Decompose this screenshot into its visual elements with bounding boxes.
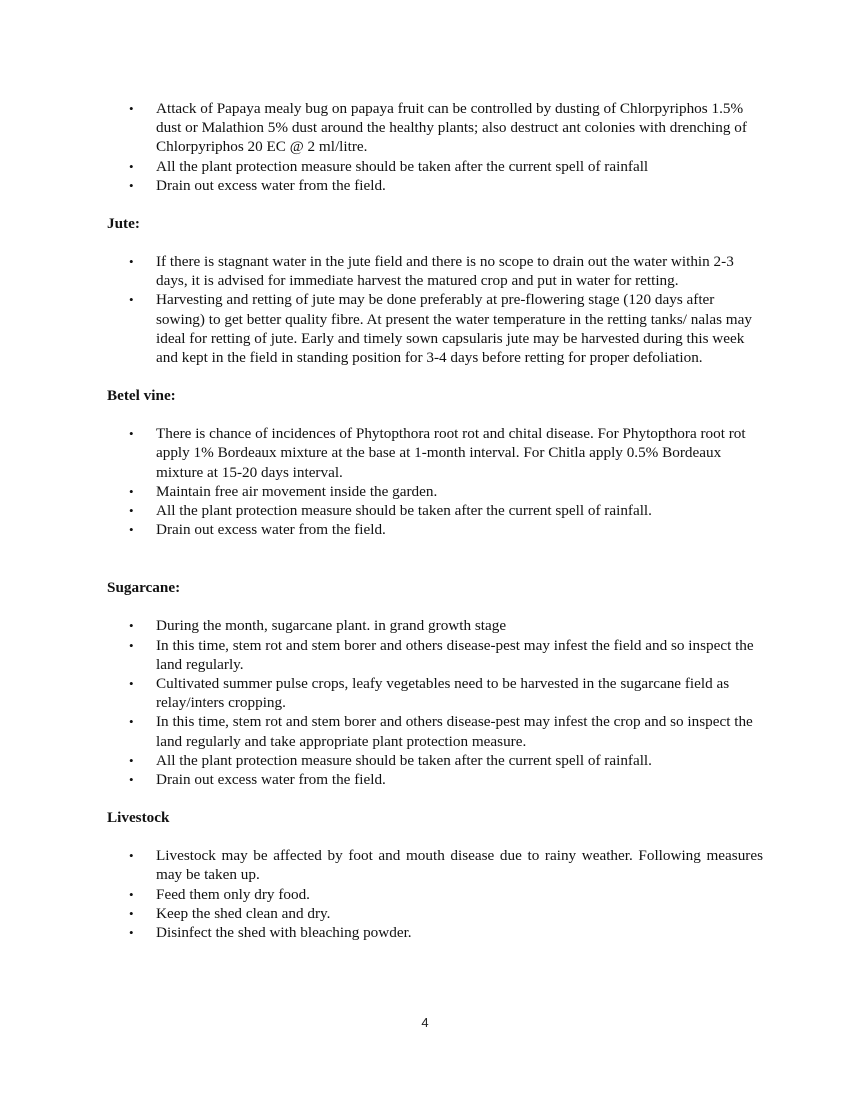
list-item-text: Livestock may be affected by foot and mouth disease due to rainy weather. Following measures may be taken up. — [156, 847, 763, 884]
list-item — [129, 616, 763, 635]
betel-vine-heading: Betel vine: — [107, 387, 176, 405]
list-item-text: Harvesting and retting of jute may be done preferably at pre-flowering stage (120 days after sowing) to get better quality fibre. At present the water temperature in the retting tanks/ nalas may ideal for retting of jute. Early and timely sown capsularis jute may be harvested during this week and kept in the field in standing position for 3-4 days before retting for proper defoliation. — [156, 291, 752, 367]
bullet-icon: • — [129, 848, 134, 864]
list-item-text: Maintain free air movement inside the garden. — [156, 482, 438, 500]
list-item — [129, 751, 763, 770]
list-item-text: Attack of Papaya mealy bug on papaya fruit can be controlled by dusting of Chlorpyriphos 1.5% dust or Malathion 5% dust around the healthy plants; also destruct ant colonies with drenching of Chlorpyriphos 20 EC @ 2 ml/litre. — [156, 100, 747, 156]
list-item — [129, 846, 763, 884]
list-item — [129, 252, 763, 290]
list-item — [129, 885, 763, 904]
bullet-icon: • — [129, 925, 134, 941]
bullet-icon: • — [129, 292, 134, 308]
list-item — [129, 424, 763, 482]
bullet-icon: • — [129, 503, 134, 519]
list-item — [129, 290, 763, 367]
list-item — [129, 99, 763, 157]
sugarcane-list — [107, 616, 763, 789]
betel-vine-list — [107, 424, 763, 539]
sugarcane-heading: Sugarcane: — [107, 579, 181, 597]
bullet-icon: • — [129, 637, 134, 653]
bullet-icon: • — [129, 101, 134, 116]
bullet-icon: • — [129, 772, 134, 788]
list-item-text: Drain out excess water from the field. — [156, 176, 386, 194]
list-item-text: There is chance of incidences of Phytopthora root rot and chital disease. For Phytopthora root rot apply 1% Bordeaux mixture at the base at 1-month interval. For Chitla apply 0.5% Bordeaux mixture at 15-20 days interval. — [156, 425, 746, 481]
list-item-text: All the plant protection measure should be taken after the current spell of rainfall — [156, 157, 649, 175]
list-item-text: During the month, sugarcane plant. in grand growth stage — [156, 617, 507, 635]
list-item-text: Disinfect the shed with bleaching powder. — [156, 924, 412, 942]
bullet-icon: • — [129, 714, 134, 730]
livestock-list — [107, 846, 763, 942]
papaya-list — [107, 99, 763, 195]
page-content — [107, 99, 763, 942]
list-item-text: Cultivated summer pulse crops, leafy vegetables need to be harvested in the sugarcane field as relay/inters cropping. — [156, 675, 730, 712]
list-item-text: If there is stagnant water in the jute field and there is no scope to drain out the water within 2-3 days, it is advised for immediate harvest the matured crop and put in water for retting. — [156, 253, 734, 290]
list-item — [129, 770, 763, 789]
list-item — [129, 176, 763, 195]
list-item-text: Feed them only dry food. — [156, 885, 310, 903]
bullet-icon: • — [129, 522, 134, 538]
list-item-text: All the plant protection measure should be taken after the current spell of rainfall. — [156, 502, 652, 520]
bullet-icon: • — [129, 886, 134, 902]
list-item — [129, 674, 763, 712]
list-item — [129, 923, 763, 942]
list-item — [129, 520, 763, 539]
list-item-text: Keep the shed clean and dry. — [156, 904, 331, 922]
list-item-text: Drain out excess water from the field. — [156, 771, 386, 789]
list-item-text: All the plant protection measure should be taken after the current spell of rainfall. — [156, 751, 652, 769]
bullet-icon: • — [129, 676, 134, 692]
list-item-text: Drain out excess water from the field. — [156, 521, 386, 539]
bullet-icon: • — [129, 752, 134, 768]
page-number: 4 — [421, 1015, 429, 1030]
list-item — [129, 482, 763, 501]
livestock-heading: Livestock — [107, 809, 170, 827]
bullet-icon: • — [129, 158, 134, 174]
bullet-icon: • — [129, 426, 134, 442]
bullet-icon: • — [129, 618, 134, 634]
list-item-text: In this time, stem rot and stem borer and others disease-pest may infest the field and so inspect the land regularly. — [156, 636, 754, 673]
bullet-icon: • — [129, 483, 134, 499]
jute-heading: Jute: — [107, 215, 140, 233]
list-item — [129, 712, 763, 750]
list-item — [129, 904, 763, 923]
jute-list — [107, 252, 763, 367]
list-item — [129, 157, 763, 176]
bullet-icon: • — [129, 905, 134, 921]
list-item — [129, 501, 763, 520]
bullet-icon: • — [129, 177, 134, 193]
list-item-text: In this time, stem rot and stem borer and others disease-pest may infest the crop and so inspect the land regularly and take appropriate plant protection measure. — [156, 713, 753, 750]
bullet-icon: • — [129, 254, 134, 270]
list-item — [129, 636, 763, 674]
